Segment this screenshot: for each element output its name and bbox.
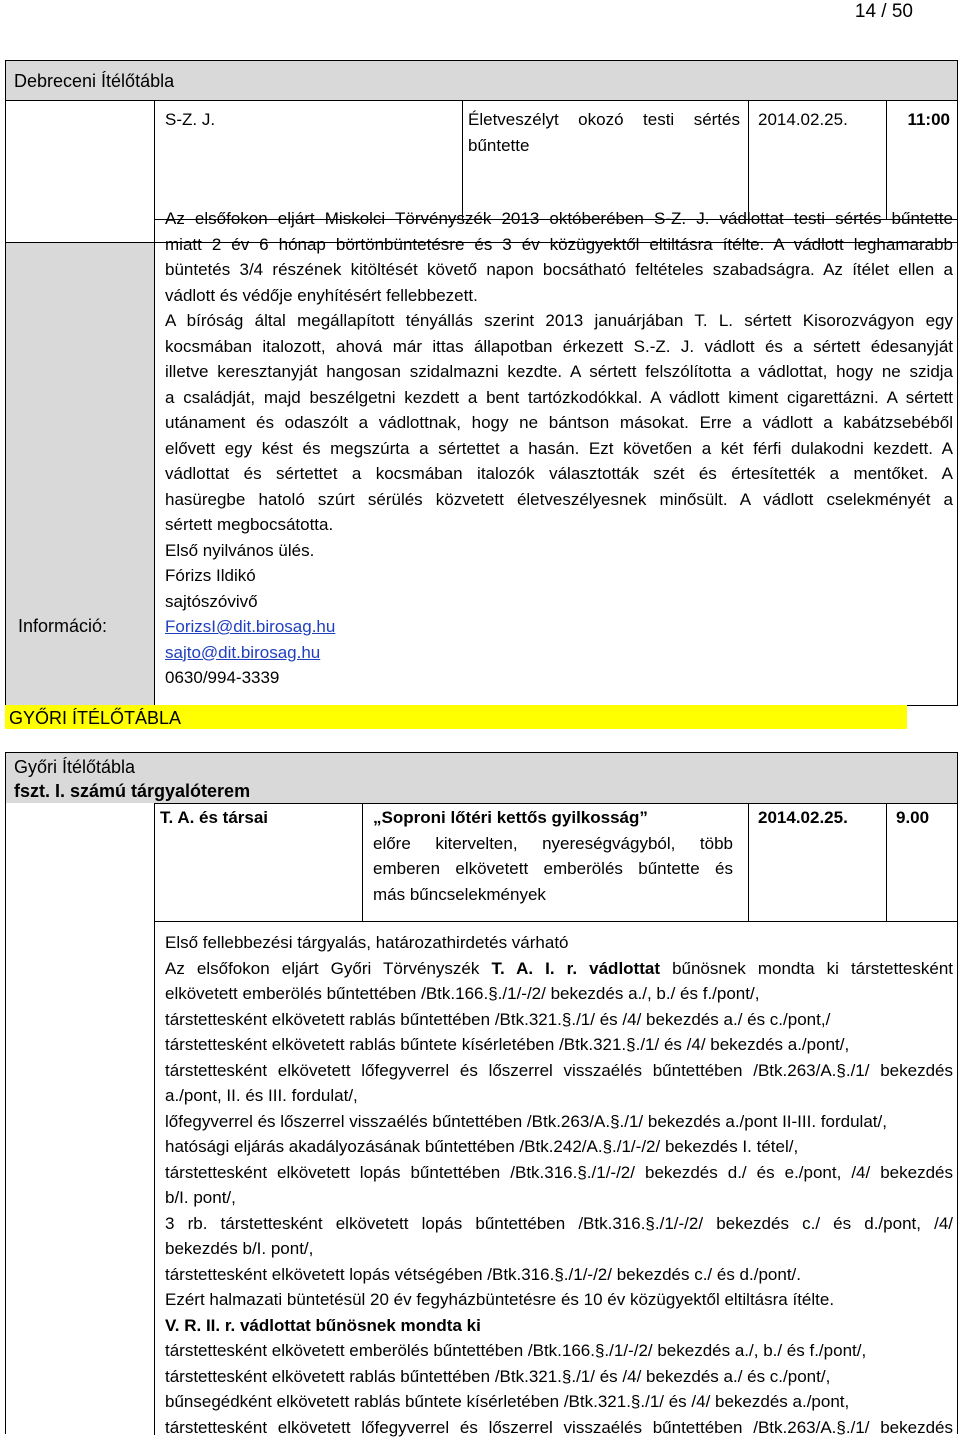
text-line: vádlott és védője enyhítésért fellebbezett.	[165, 283, 953, 309]
courtroom: fszt. I. számú tárgyalóterem	[14, 779, 250, 803]
text-line: emberen elkövetett emberölés bűntette és	[373, 856, 733, 882]
contact-phone: 0630/994-3339	[165, 665, 953, 691]
text-line: lőfegyverrel és lőszerrel visszaélés bűntettében /Btk.263/A.§./1/ bekezdés a./pont II-III. fordulat/,	[165, 1109, 953, 1135]
text-line: sértett megbocsátotta.	[165, 512, 953, 538]
text-line: a./pont, II. és III. fordulat/,	[165, 1083, 953, 1109]
text-line: Ezért halmazati büntetésül 20 év fegyházbüntetésre és 10 év közügyektől eltiltásra ítélte.	[165, 1287, 953, 1313]
court-name-gyori: Győri Ítélőtábla	[14, 755, 135, 779]
charge-text: Életveszélyt okozó testi sértés bűntette	[468, 107, 740, 159]
gyori-section-title: GYŐRI ÍTÉLŐTÁBLA	[9, 706, 181, 730]
charge-cell-gyori	[373, 805, 733, 907]
text-line: társtettesként elkövetett lopás bűntettében /Btk.316.§./1/-/2/ bekezdés d./ és e./pont, /4/ bekezdés	[165, 1160, 953, 1186]
text-line: hatósági eljárás akadályozásának bűntettében /Btk.242/A.§./1/-/2/ bekezdés I. tétel/,	[165, 1134, 953, 1160]
contact-name: Fórizs Ildikó	[165, 563, 953, 589]
defendant-name: S-Z. J.	[165, 107, 215, 133]
email-link-forizsi[interactable]: ForizsI@dit.birosag.hu	[165, 617, 335, 636]
text-line: a családját, majd beszélgetni kezdett a bent tartózkodókkal. A vádlott kiment cigarettázni. A sértett	[165, 385, 953, 411]
text-line: bűnsegédként elkövetett rablás bűntete kísérletében /Btk.321.§./1/ és /4/ bekezdés a./pont,	[165, 1389, 953, 1415]
text-line: társtettesként elkövetett lőfegyverrel és lőszerrel visszaélés bűntettében /Btk.263/A.§./1/ bekezdés	[165, 1058, 953, 1084]
text-line: utánament és odaszólt a vádlottnak, hogy ne bántson másokat. Erre a vádlott a kabátzsebéből	[165, 410, 953, 436]
email-link-sajto[interactable]: sajto@dit.birosag.hu	[165, 643, 320, 662]
hearing-date: 2014.02.25.	[758, 107, 848, 133]
hearing-time: 11:00	[896, 107, 950, 133]
page-number: 14 / 50	[829, 0, 913, 24]
second-defendant: V. R. II. r. vádlottat bűnösnek mondta ki	[165, 1313, 953, 1339]
text-line: b/I. pont/,	[165, 1185, 953, 1211]
text-line: kocsmában italozott, ahová már ittas állapotban érkezett S.-Z. J. vádlott és a sértett édesanyját	[165, 334, 953, 360]
defendant-name-gyori: T. A. és társai	[160, 805, 268, 831]
text-line: hasüregbe hatoló szúrt sérülés közvetett életveszélyesnek minősült. A vádlott cselekményét a	[165, 487, 953, 513]
info-label: Információ:	[18, 614, 107, 640]
text-line: elkövetett emberölés bűntettében /Btk.166.§./1/-/2/ bekezdés a./, b./ és f./pont/,	[165, 981, 953, 1007]
text-line: Az elsőfokon eljárt Miskolci Törvényszék 2013 októberében S-Z. J. vádlottat testi sértés bűntette	[165, 206, 953, 232]
text-line: elővett egy kést és megszúrta a sértettet a hasán. Ezt követően a két férfi dulakodni kezdett. A	[165, 436, 953, 462]
case-summary-gyori	[165, 930, 953, 1440]
text-line: társtettesként elkövetett lopás vétségében /Btk.316.§./1/-/2/ bekezdés c./ és d./pont/.	[165, 1262, 953, 1288]
hearing-type-gyori: Első fellebbezési tárgyalás, határozathirdetés várható	[165, 930, 953, 956]
text-line: illetve keresztanyját hangosan szidalmazni kezdte. A sértett felszólította a vádlottat, hogy ne szidja	[165, 359, 953, 385]
text-line: 3 rb. társtettesként elkövetett lopás bűntettében /Btk.316.§./1/-/2/ bekezdés c./ és d./pont, /4/	[165, 1211, 953, 1237]
text-line: más bűncselekmények	[373, 882, 733, 908]
hearing-type: Első nyilvános ülés.	[165, 538, 953, 564]
text-line: társtettesként elkövetett rablás bűntettében /Btk.321.§./1/ és /4/ bekezdés a./ és c./pont/,	[165, 1364, 953, 1390]
contact-role: sajtószóvivő	[165, 589, 953, 615]
text-line: társtettesként elkövetett rablás bűntettében /Btk.321.§./1/ és /4/ bekezdés a./ és c./pont,/	[165, 1007, 953, 1033]
hearing-date-gyori: 2014.02.25.	[758, 805, 848, 831]
gyori-section-band	[5, 705, 907, 729]
intro-line: Az elsőfokon eljárt Győri Törvényszék T. A. I. r. vádlottat bűnösnek mondta ki társtettesként	[165, 956, 953, 982]
text-line: vádlottat és sértettet a kocsmában italozók választották szét és értesítették a mentőket. A	[165, 461, 953, 487]
text-line: társtettesként elkövetett rablás bűntete kísérletében /Btk.321.§./1/ és /4/ bekezdés a./pont/,	[165, 1032, 953, 1058]
court-header	[6, 61, 957, 101]
text-line: A bíróság által megállapított tényállás szerint 2013 januárjában T. L. sértett Kisorozvágyon egy	[165, 308, 953, 334]
case-title: „Soproni lőtéri kettős gyilkosság”	[373, 805, 733, 831]
court-name: Debreceni Ítélőtábla	[14, 69, 174, 95]
text-line: miatt 2 év 6 hónap börtönbüntetésre és 3 év közügyektől eltiltásra ítélte. A vádlott leghamarabb	[165, 232, 953, 258]
court-header-gyori	[6, 753, 957, 803]
text-line: bekezdés b/I. pont/,	[165, 1236, 953, 1262]
text-line: társtettesként elkövetett lőfegyverrel és lőszerrel visszaélés bűntettében /Btk.263/A.§./1/ bekezdés	[165, 1415, 953, 1440]
debreceni-table	[5, 60, 958, 706]
hearing-time-gyori: 9.00	[896, 805, 932, 831]
gyori-table	[5, 752, 958, 1434]
text-line: büntetés 3/4 részének kitöltését követő napon bocsátható feltételes szabadságra. Az ítélet ellen a	[165, 257, 953, 283]
case-summary	[165, 206, 953, 691]
text-line: előre kitervelten, nyereségvágyból, több	[373, 831, 733, 857]
text-line: társtettesként elkövetett emberölés bűntettében /Btk.166.§./1/-/2/ bekezdés a./, b./ és f./pont/,	[165, 1338, 953, 1364]
